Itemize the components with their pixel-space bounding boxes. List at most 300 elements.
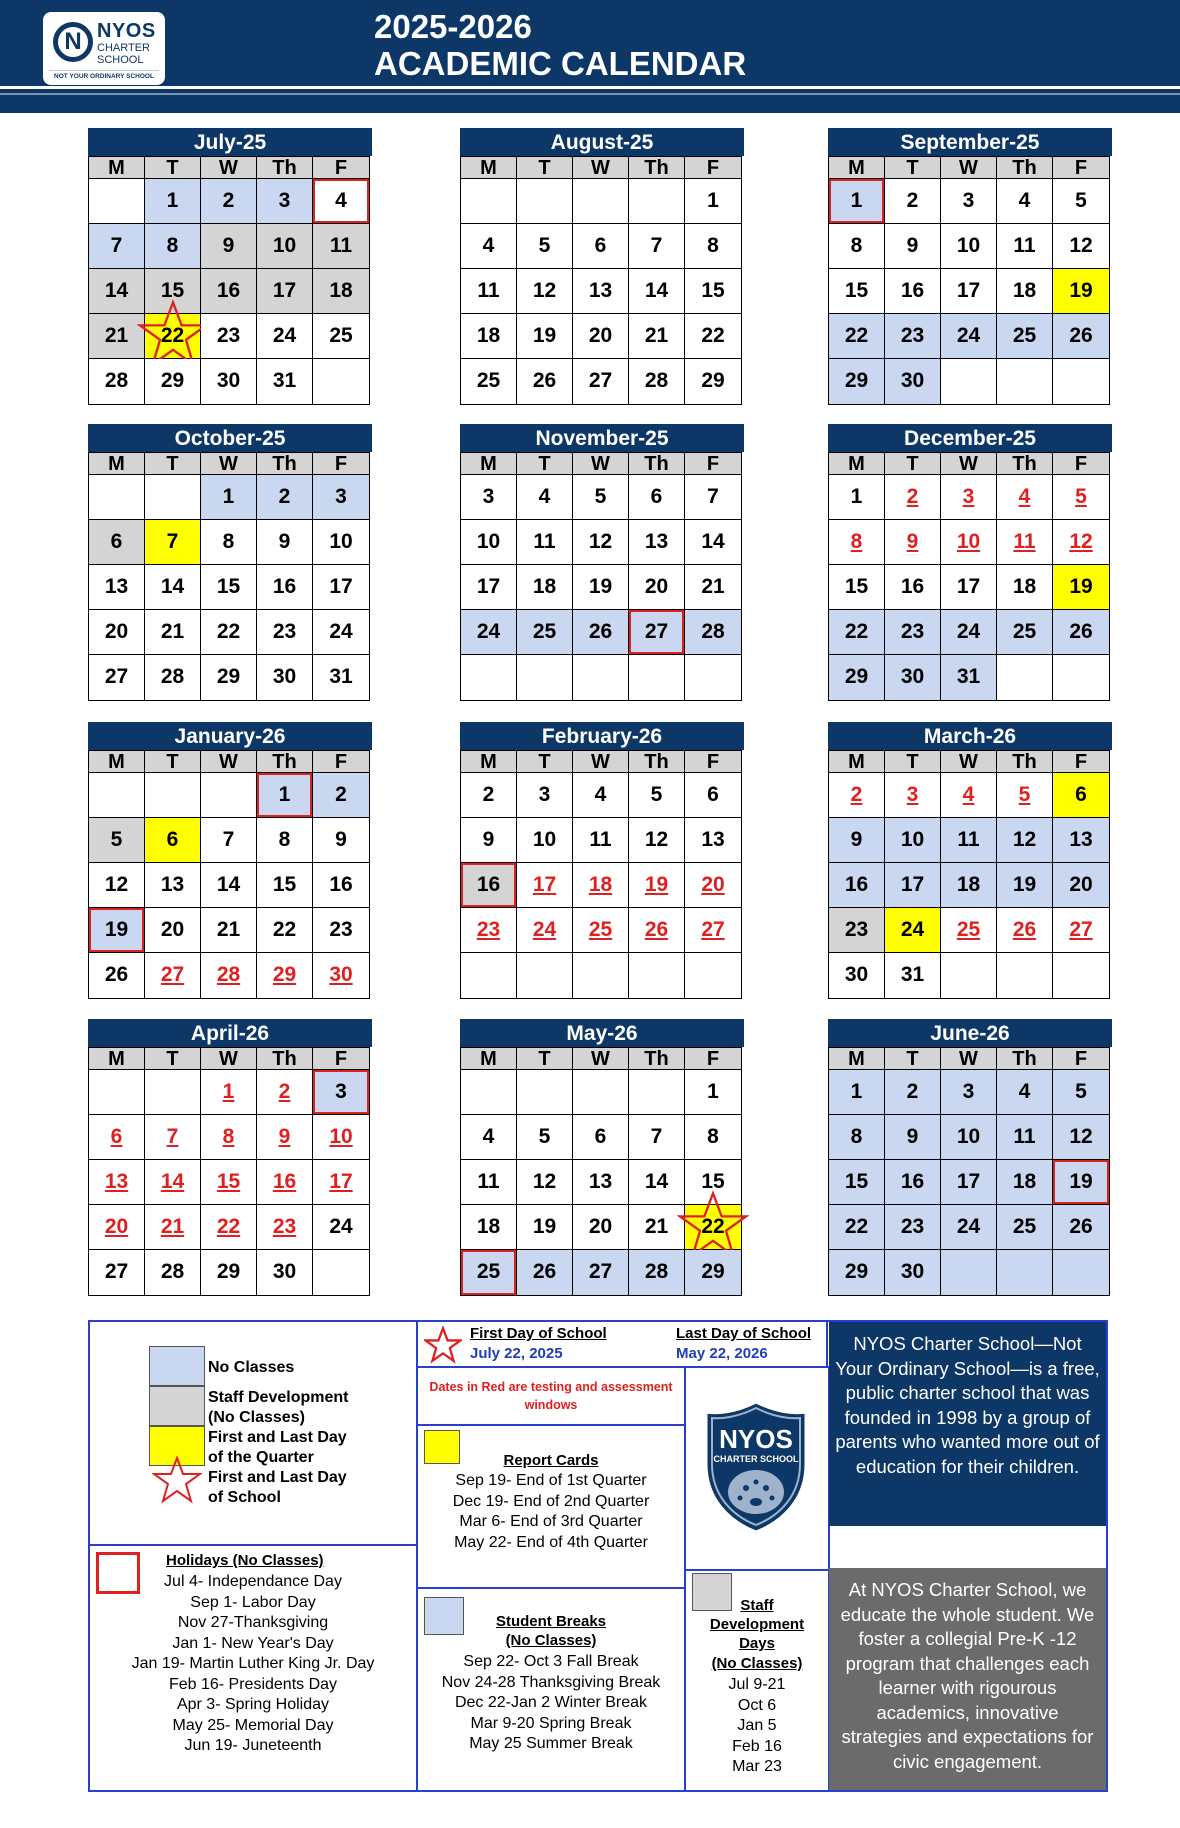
calendar-day: [461, 224, 517, 269]
calendar-day: [201, 655, 257, 700]
report-cards-list: [418, 1471, 684, 1553]
staff-dev-label: Staff Development: [208, 1389, 349, 1406]
calendar-day: [89, 1250, 145, 1295]
day-number: 25: [476, 1260, 501, 1283]
day-number: 7: [110, 234, 123, 257]
calendar-day: [997, 1205, 1053, 1250]
calendar-day: [257, 1115, 313, 1160]
quarter-label: First and Last Day: [208, 1429, 347, 1446]
calendar-day: [997, 610, 1053, 655]
month-day-grid: [460, 156, 742, 405]
calendar-day: [829, 1160, 885, 1205]
day-number: 10: [900, 828, 925, 851]
calendar-day: [885, 1070, 941, 1115]
month-calendar: [828, 424, 1112, 701]
day-number: 19: [104, 918, 129, 941]
day-number: 17: [900, 873, 925, 896]
empty-day-cell: [89, 773, 145, 818]
weekday-header: W: [941, 1048, 997, 1070]
day-number: 31: [900, 963, 925, 986]
day-number: 12: [588, 530, 613, 553]
day-number: 1: [707, 189, 719, 212]
day-number: 9: [335, 828, 347, 851]
day-number: 13: [588, 1170, 613, 1193]
calendar-day: [89, 224, 145, 269]
day-number: 28: [104, 369, 129, 392]
calendar-day: [89, 953, 145, 998]
day-number: 21: [160, 620, 185, 643]
day-number: 3: [335, 485, 347, 508]
calendar-day: [685, 475, 741, 520]
day-number: 26: [644, 918, 669, 941]
calendar-day: [517, 610, 573, 655]
day-number: 26: [1069, 324, 1093, 347]
staff-day-item: Oct 6: [737, 1696, 777, 1714]
month-day-grid: [460, 750, 742, 999]
holiday-item: Sep 1- Labor Day: [190, 1593, 316, 1611]
staff-day-item: Jan 5: [737, 1717, 777, 1734]
month-calendar: [460, 128, 744, 405]
day-number: 18: [532, 575, 557, 598]
calendar-day: [829, 269, 885, 314]
calendar-day: [997, 908, 1053, 953]
star-icon: [152, 1456, 202, 1504]
calendar-day: [685, 863, 741, 908]
day-number: 9: [278, 530, 291, 553]
calendar-day: [885, 818, 941, 863]
day-number: 19: [532, 324, 557, 347]
calendar-day: [517, 818, 573, 863]
calendar-day: [461, 773, 517, 818]
day-number: 13: [701, 828, 725, 851]
empty-day-cell: [685, 655, 741, 700]
calendar-day: [517, 224, 573, 269]
weekday-header: M: [829, 1048, 885, 1070]
logo-name: NYOS: [97, 20, 156, 42]
month-day-grid: [828, 750, 1110, 999]
calendar-day: [201, 1160, 257, 1205]
calendar-day: [941, 269, 997, 314]
day-number: 31: [956, 665, 981, 688]
staff-days-title: Staff: [740, 1597, 774, 1614]
weekday-header: Th: [257, 751, 313, 773]
staff-day-item: Mar 23: [732, 1758, 782, 1775]
calendar-day: [885, 475, 941, 520]
break-item: Nov 24-28 Thanksgiving Break: [441, 1673, 661, 1691]
day-number: 20: [588, 1215, 613, 1238]
calendar-day: [1053, 314, 1109, 359]
day-number: 25: [956, 918, 981, 941]
month-day-grid: [460, 1047, 742, 1296]
calendar-day: [941, 818, 997, 863]
logo-subtitle: CHARTER SCHOOL: [97, 42, 150, 66]
day-number: 23: [900, 620, 925, 643]
calendar-day: [573, 610, 629, 655]
weekday-header: T: [517, 453, 573, 475]
day-number: 21: [216, 918, 241, 941]
day-number: 7: [707, 485, 719, 508]
weekday-header: Th: [997, 751, 1053, 773]
day-number: 6: [110, 530, 123, 553]
first-day-title: First Day of School: [470, 1325, 607, 1342]
weekday-header: M: [461, 157, 517, 179]
day-number: 18: [588, 873, 613, 896]
calendar-day: [885, 908, 941, 953]
calendar-day: [829, 908, 885, 953]
month-calendar: [828, 128, 1112, 405]
calendar-day: [573, 1250, 629, 1295]
weekday-header: Th: [629, 453, 685, 475]
day-number: 21: [701, 575, 725, 598]
day-number: 11: [589, 828, 612, 851]
weekday-header: F: [685, 157, 741, 179]
testing-note: Dates in Red are testing and assessment: [429, 1380, 673, 1394]
day-number: 23: [216, 324, 241, 347]
calendar-day: [573, 1115, 629, 1160]
weekday-header: W: [573, 157, 629, 179]
calendar-day: [997, 1160, 1053, 1205]
day-number: 15: [844, 1170, 869, 1193]
calendar-day: [941, 1115, 997, 1160]
day-number: 20: [160, 918, 185, 941]
report-cards-title: Report Cards: [503, 1452, 599, 1469]
day-number: 12: [1069, 530, 1093, 553]
calendar-day: [997, 773, 1053, 818]
calendar-day: [1053, 773, 1109, 818]
report-card-item: May 22- End of 4th Quarter: [454, 1533, 648, 1551]
weekday-header: W: [201, 157, 257, 179]
weekday-header: Th: [629, 751, 685, 773]
holidays-list: [90, 1572, 416, 1757]
calendar-day: [1053, 269, 1109, 314]
staff-days-title-4: (No Classes): [711, 1655, 803, 1672]
day-number: 17: [476, 575, 501, 598]
weekday-header: Th: [257, 157, 313, 179]
day-number: 9: [906, 530, 919, 553]
day-number: 22: [272, 918, 297, 941]
day-number: 7: [222, 828, 235, 851]
calendar-day: [573, 359, 629, 404]
empty-day-cell: [517, 953, 573, 998]
calendar-day: [313, 953, 369, 998]
day-number: 23: [329, 918, 353, 941]
day-number: 5: [1018, 783, 1031, 806]
logo-tagline: NOT YOUR ORDINARY SCHOOL: [49, 70, 159, 80]
calendar-day: [313, 224, 369, 269]
calendar-day: [257, 269, 313, 314]
calendar-day: [313, 475, 369, 520]
day-number: 28: [701, 620, 725, 643]
day-number: 12: [1012, 828, 1037, 851]
empty-day-cell: [1053, 1250, 1109, 1295]
about-panel: NYOS Charter School—Not Your Ordinary School—is a free, public charter school that was founded in 1998 by a group of parents who wanted more out of education for their children.: [829, 1322, 1106, 1526]
day-number: 29: [216, 1260, 241, 1283]
calendar-day: [629, 818, 685, 863]
calendar-day: [885, 1115, 941, 1160]
calendar-day: [89, 1205, 145, 1250]
day-number: 26: [588, 620, 613, 643]
day-number: 25: [1012, 1215, 1037, 1238]
staff-day-item: Jul 9-21: [728, 1676, 786, 1693]
day-number: 10: [956, 530, 981, 553]
weekday-header: F: [1053, 1048, 1109, 1070]
month-day-grid: [88, 1047, 370, 1296]
day-number: 14: [160, 1170, 185, 1193]
report-card-item: Sep 19- End of 1st Quarter: [455, 1472, 647, 1489]
calendar-day: [685, 179, 741, 224]
day-number: 8: [850, 1125, 863, 1148]
day-number: 11: [1013, 530, 1036, 553]
jaguar-shield-icon: [700, 1398, 812, 1536]
day-number: 13: [104, 1170, 129, 1193]
holiday-item: Jan 19- Martin Luther King Jr. Day: [131, 1655, 375, 1672]
day-number: 15: [160, 279, 185, 302]
calendar-day: [257, 908, 313, 953]
staff-days-box: [684, 1569, 830, 1792]
empty-day-cell: [685, 953, 741, 998]
calendar-day: [941, 1160, 997, 1205]
staff-days-list: [686, 1675, 828, 1778]
calendar-day: [313, 565, 369, 610]
calendar-day: [997, 1070, 1053, 1115]
day-number: 18: [1012, 1170, 1037, 1193]
calendar-day: [829, 1250, 885, 1295]
day-number: 22: [844, 620, 869, 643]
empty-day-cell: [629, 953, 685, 998]
day-number: 9: [278, 1125, 291, 1148]
calendar-day: [145, 863, 201, 908]
calendar-day: [517, 475, 573, 520]
day-number: 4: [1018, 485, 1031, 508]
empty-day-cell: [461, 655, 517, 700]
empty-day-cell: [1053, 359, 1109, 404]
calendar-day: [829, 655, 885, 700]
calendar-day: [201, 565, 257, 610]
day-number: 24: [329, 620, 353, 643]
day-number: 15: [844, 279, 869, 302]
calendar-day: [517, 863, 573, 908]
calendar-day: [997, 520, 1053, 565]
nyos-logo: [43, 12, 165, 85]
calendar-day: [517, 359, 573, 404]
day-number: 6: [594, 234, 607, 257]
day-number: 18: [476, 1215, 501, 1238]
calendar-day: [145, 655, 201, 700]
day-number: 26: [104, 963, 129, 986]
calendar-day: [201, 314, 257, 359]
weekday-header: T: [145, 1048, 201, 1070]
calendar-day: [313, 1160, 369, 1205]
day-number: 4: [538, 485, 551, 508]
day-number: 13: [644, 530, 669, 553]
calendar-day: [257, 1205, 313, 1250]
day-number: 1: [222, 485, 235, 508]
month-day-grid: [828, 452, 1110, 701]
calendar-day: [201, 359, 257, 404]
calendar-day: [257, 475, 313, 520]
day-number: 17: [329, 1170, 353, 1193]
month-title: August-25: [460, 128, 744, 156]
calendar-day: [89, 655, 145, 700]
calendar-day: [573, 475, 629, 520]
month-day-grid: [460, 452, 742, 701]
day-number: 24: [532, 918, 557, 941]
calendar-day: [145, 610, 201, 655]
holiday-item: Feb 16- Presidents Day: [168, 1675, 338, 1693]
day-number: 26: [532, 1260, 557, 1283]
day-number: 17: [272, 279, 297, 302]
day-number: 29: [272, 963, 297, 986]
day-number: 4: [594, 783, 607, 806]
day-number: 31: [272, 369, 297, 392]
holiday-item: Jan 1- New Year's Day: [172, 1634, 334, 1652]
month-title: November-25: [460, 424, 744, 452]
staff-dev-swatch: [149, 1386, 205, 1426]
day-number: 12: [1069, 234, 1093, 257]
weekday-header: F: [313, 751, 369, 773]
calendar-day: [1053, 520, 1109, 565]
calendar-day: [573, 565, 629, 610]
calendar-day: [517, 1205, 573, 1250]
month-title: July-25: [88, 128, 372, 156]
day-number: 9: [222, 234, 235, 257]
calendar-day: [685, 1205, 741, 1250]
calendar-day: [629, 1205, 685, 1250]
staff-days-title-2: Development: [709, 1616, 805, 1633]
calendar-day: [313, 908, 369, 953]
calendar-day: [89, 863, 145, 908]
month-calendar: [88, 128, 372, 405]
weekday-header: M: [829, 453, 885, 475]
calendar-day: [1053, 1070, 1109, 1115]
calendar-day: [461, 520, 517, 565]
day-number: 26: [1069, 620, 1093, 643]
empty-day-cell: [997, 359, 1053, 404]
calendar-day: [573, 863, 629, 908]
month-title: June-26: [828, 1019, 1112, 1047]
calendar-day: [685, 1250, 741, 1295]
month-calendar: [88, 722, 372, 999]
day-number: 17: [532, 873, 557, 896]
day-number: 26: [1012, 918, 1037, 941]
day-number: 22: [160, 324, 185, 347]
calendar-day: [257, 1070, 313, 1115]
month-calendar: [460, 424, 744, 701]
calendar-day: [885, 953, 941, 998]
day-number: 14: [644, 1170, 669, 1193]
day-number: 6: [1075, 783, 1087, 806]
calendar-day: [573, 269, 629, 314]
day-number: 2: [906, 1080, 919, 1103]
calendar-day: [1053, 610, 1109, 655]
page-title-year: 2025-2026: [374, 8, 532, 45]
day-number: 19: [1069, 279, 1093, 302]
calendar-day: [201, 520, 257, 565]
day-number: 10: [329, 530, 353, 553]
calendar-day: [1053, 1205, 1109, 1250]
calendar-day: [257, 863, 313, 908]
calendar-day: [573, 314, 629, 359]
calendar-day: [461, 475, 517, 520]
calendar-day: [145, 953, 201, 998]
day-number: 21: [644, 324, 669, 347]
calendar-day: [257, 1250, 313, 1295]
calendar-day: [313, 773, 369, 818]
calendar-day: [629, 224, 685, 269]
day-number: 1: [850, 485, 863, 508]
day-number: 6: [110, 1125, 123, 1148]
calendar-day: [997, 1115, 1053, 1160]
calendar-day: [1053, 1115, 1109, 1160]
calendar-day: [257, 1160, 313, 1205]
month-title: May-26: [460, 1019, 744, 1047]
calendar-day: [1053, 224, 1109, 269]
day-number: 27: [104, 665, 129, 688]
calendar-day: [829, 610, 885, 655]
holiday-item: Jul 4- Independance Day: [164, 1573, 342, 1590]
calendar-day: [461, 269, 517, 314]
holidays-title: Holidays (No Classes): [166, 1552, 324, 1569]
day-number: 2: [482, 783, 495, 806]
day-number: 5: [1075, 485, 1087, 508]
calendar-day: [517, 908, 573, 953]
day-number: 9: [906, 234, 919, 257]
day-number: 20: [588, 324, 613, 347]
day-number: 22: [701, 324, 725, 347]
calendar-day: [1053, 863, 1109, 908]
calendar-day: [461, 1250, 517, 1295]
calendar-day: [629, 359, 685, 404]
calendar-day: [517, 565, 573, 610]
day-number: 27: [104, 1260, 129, 1283]
calendar-day: [885, 359, 941, 404]
calendar-day: [829, 818, 885, 863]
day-number: 30: [272, 665, 297, 688]
calendar-day: [573, 1205, 629, 1250]
calendar-day: [997, 863, 1053, 908]
empty-day-cell: [629, 655, 685, 700]
quarter-label-2: of the Quarter: [208, 1449, 314, 1466]
day-number: 18: [476, 324, 501, 347]
empty-day-cell: [997, 953, 1053, 998]
day-number: 29: [844, 1260, 869, 1283]
calendar-day: [517, 314, 573, 359]
day-number: 25: [329, 324, 353, 347]
calendar-day: [257, 565, 313, 610]
day-number: 28: [160, 665, 185, 688]
day-number: 21: [160, 1215, 185, 1238]
day-number: 16: [272, 1170, 297, 1193]
day-number: 12: [104, 873, 129, 896]
month-day-grid: [88, 156, 370, 405]
calendar-day: [941, 863, 997, 908]
weekday-header: F: [1053, 453, 1109, 475]
calendar-day: [257, 179, 313, 224]
calendar-day: [573, 818, 629, 863]
empty-day-cell: [573, 179, 629, 224]
day-number: 21: [104, 324, 129, 347]
break-item: Dec 22-Jan 2 Winter Break: [454, 1694, 648, 1711]
month-calendar: [88, 1019, 372, 1296]
month-calendar: [88, 424, 372, 701]
calendar-day: [461, 610, 517, 655]
calendar-day: [629, 773, 685, 818]
weekday-header: Th: [997, 1048, 1053, 1070]
day-number: 12: [532, 1170, 557, 1193]
day-number: 16: [216, 279, 241, 302]
empty-day-cell: [629, 1070, 685, 1115]
day-number: 2: [906, 485, 919, 508]
